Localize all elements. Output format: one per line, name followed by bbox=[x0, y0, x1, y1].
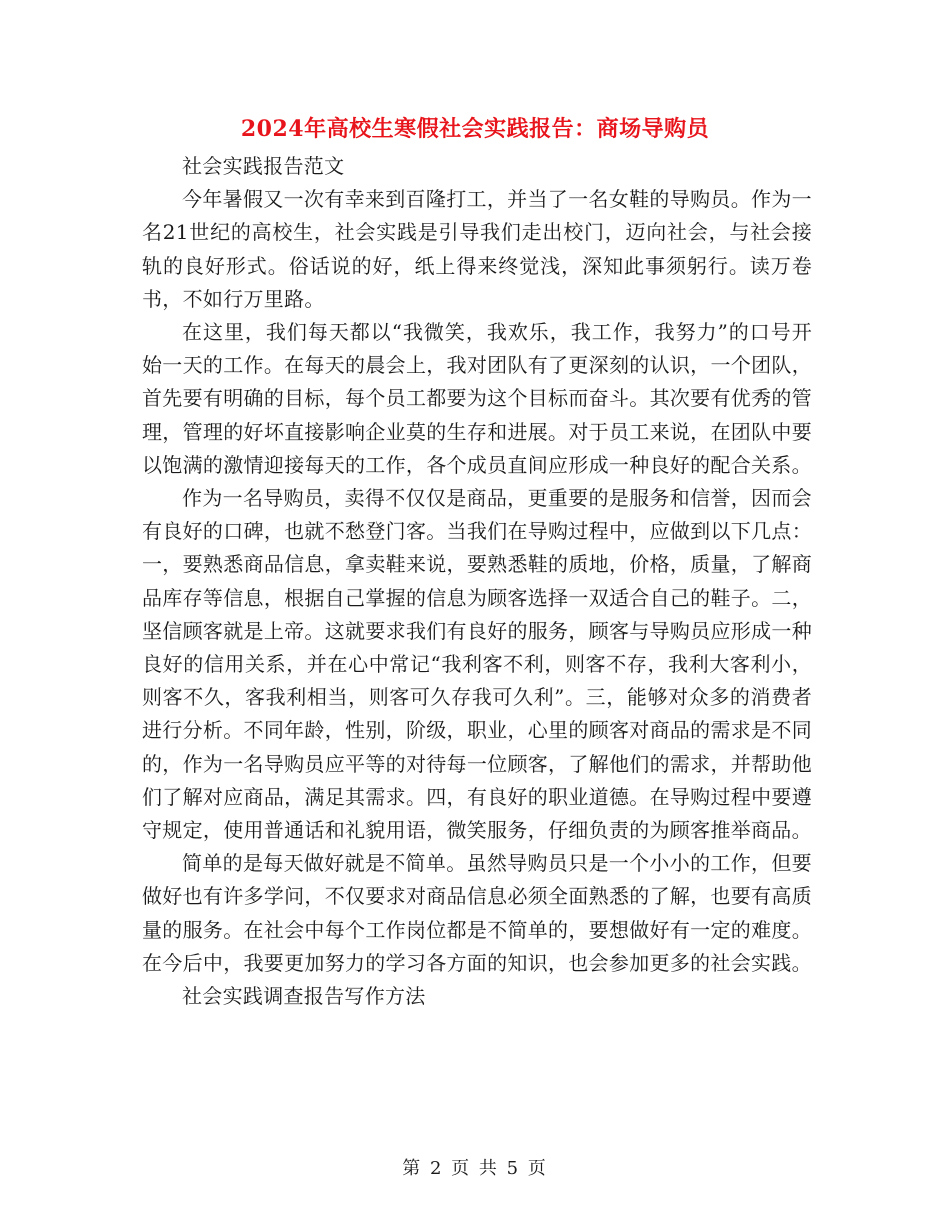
body-paragraph: 简单的是每天做好就是不简单。虽然导购员只是一个小小的工作，但要做好也有许多学问，不仅要求对商品信息必须全面熟悉的了解，也要有高质量的服务。在社会中每个工作岗位都是不简单的，要想做好有一定的难度。在今后中，我要更加努力的学习各方面的知识，也会参加更多的社会实践。 bbox=[142, 851, 812, 975]
body-paragraph: 作为一名导购员，卖得不仅仅是商品，更重要的是服务和信誉，因而会有良好的口碑，也就不愁登门客。当我们在导购过程中，应做到以下几点：一，要熟悉商品信息，拿卖鞋来说，要熟悉鞋的质地，价格，质量，了解商品库存等信息，根据自己掌握的信息为顾客选择一双适合自己的鞋子。二，坚信顾客就是上帝。这就要求我们有良好的服务，顾客与导购员应形成一种良好的信用关系，并在心中常记“我利客不利，则客不存，我利大客利小，则客不久，客我利相当，则客可久存我可久利”。三，能够对众多的消费者进行分析。不同年龄，性别，阶级，职业，心里的顾客对商品的需求是不同的，作为一名导购员应平等的对待每一位顾客，了解他们的需求，并帮助他们了解对应商品，满足其需求。四，有良好的职业道德。在导购过程中要遵守规定，使用普通话和礼貌用语，微笑服务，仔细负责的为顾客推举商品。 bbox=[142, 486, 812, 843]
body-paragraph: 在这里，我们每天都以“我微笑，我欢乐，我工作，我努力”的口号开始一天的工作。在每天的晨会上，我对团队有了更深刻的认识，一个团队，首先要有明确的目标，每个员工都要为这个目标而奋斗。其次要有优秀的管理，管理的好坏直接影响企业莫的生存和进展。对于员工来说，在团队中要以饱满的激情迎接每天的工作，各个成员直间应形成一种良好的配合关系。 bbox=[142, 320, 812, 477]
page-number-footer: 第 2 页 共 5 页 bbox=[402, 1158, 548, 1179]
document-title: 2024年高校生寒假社会实践报告：商场导购员 bbox=[240, 116, 710, 142]
section-heading: 社会实践调查报告写作方法 bbox=[182, 984, 426, 1009]
body-paragraph: 今年暑假又一次有幸来到百隆打工，并当了一名女鞋的导购员。作为一名21世纪的高校生，社会实践是引导我们走出校门，迈向社会，与社会接轨的良好形式。俗话说的好，纸上得来终觉浅，深知此事须躬行。读万卷书，不如行万里路。 bbox=[142, 187, 812, 311]
document-body bbox=[142, 150, 812, 1013]
section-heading: 社会实践报告范文 bbox=[182, 154, 345, 178]
